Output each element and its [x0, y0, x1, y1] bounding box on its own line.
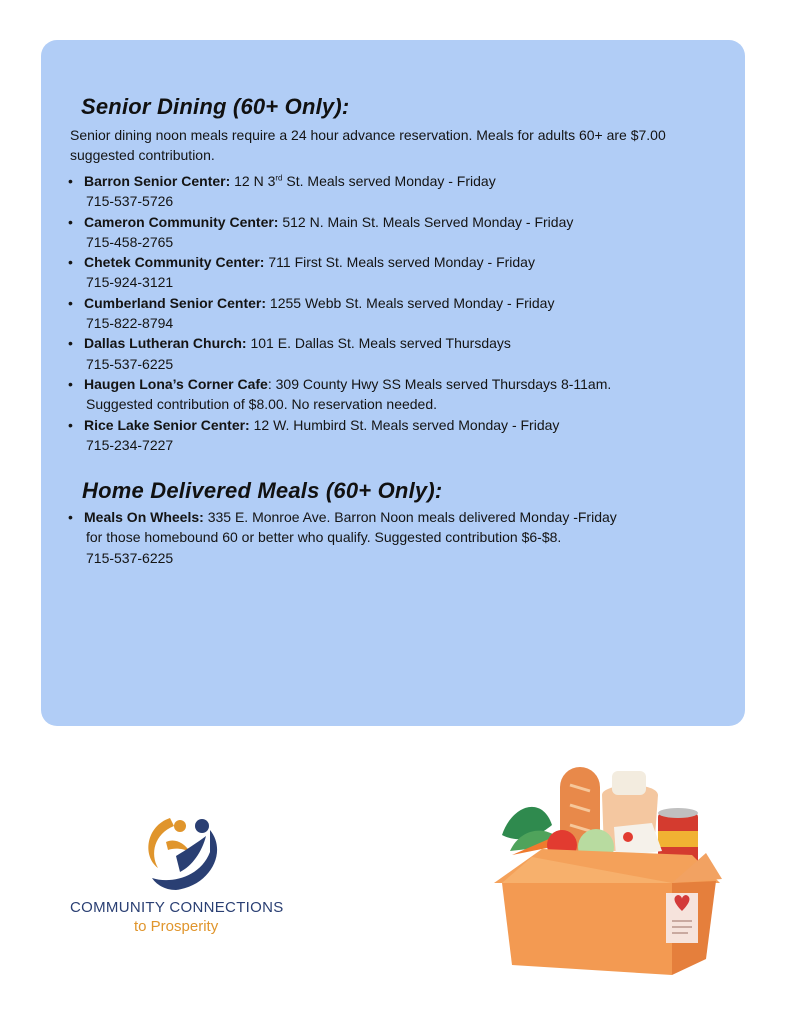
home-delivered-list	[68, 507, 708, 568]
location-detail: 512 N. Main St. Meals Served Monday - Friday	[278, 213, 574, 230]
location-phone: 715-234-7227	[86, 436, 174, 453]
bullet-icon: •	[68, 173, 73, 189]
list-item	[68, 212, 708, 253]
list-item	[68, 415, 708, 456]
location-detail: 12 N 3rd St. Meals served Monday - Friday	[230, 173, 496, 189]
service-name: Meals On Wheels:	[84, 509, 204, 525]
logo-text-line2: to Prosperity	[134, 918, 219, 935]
location-phone: 715-537-6225	[86, 355, 174, 372]
location-detail: : 309 County Hwy SS Meals served Thursdays 8-11am.	[267, 375, 612, 392]
location-detail: 101 E. Dallas St. Meals served Thursdays	[246, 335, 511, 352]
location-phone: 715-924-3121	[86, 274, 174, 291]
service-phone: 715-537-6225	[86, 549, 174, 566]
senior-dining-intro: Senior dining noon meals require a 24 hour advance reservation. Meals for adults 60+ are $7.00 suggested contribution.	[70, 127, 666, 163]
location-detail: 12 W. Humbird St. Meals served Monday - Friday	[249, 416, 560, 433]
location-name: Chetek Community Center:	[84, 254, 265, 271]
location-phone: 715-458-2765	[86, 233, 174, 250]
location-name: Cameron Community Center:	[84, 213, 279, 230]
info-panel	[41, 40, 745, 726]
list-item	[68, 374, 708, 415]
logo-text-line1: COMMUNITY CONNECTIONS	[70, 899, 284, 916]
service-detail: 335 E. Monroe Ave. Barron Noon meals delivered Monday -Friday	[203, 509, 617, 525]
location-phone: 715-822-8794	[86, 315, 174, 332]
location-name: Haugen Lona’s Corner Cafe	[84, 375, 268, 392]
list-item	[68, 252, 708, 293]
list-item	[68, 333, 708, 374]
bullet-icon: •	[68, 254, 73, 271]
location-name: Cumberland Senior Center:	[84, 294, 267, 311]
service-note: for those homebound 60 or better who qualify. Suggested contribution $6-$8.	[86, 529, 562, 546]
location-name: Dallas Lutheran Church:	[84, 335, 247, 352]
bullet-icon: •	[68, 213, 73, 230]
bullet-icon: •	[68, 416, 73, 433]
bullet-icon: •	[68, 335, 73, 352]
list-item	[68, 171, 708, 212]
location-phone: 715-537-5726	[86, 193, 174, 210]
list-item	[68, 507, 708, 568]
bullet-icon: •	[68, 294, 73, 311]
bullet-icon: •	[68, 509, 73, 525]
location-detail: 711 First St. Meals served Monday - Friday	[264, 254, 535, 271]
senior-dining-heading: Senior Dining (60+ Only):	[81, 94, 350, 119]
community-connections-logo	[68, 810, 298, 940]
location-name: Rice Lake Senior Center:	[84, 416, 250, 433]
senior-dining-list	[68, 171, 708, 455]
location-note: Suggested contribution of $8.00. No reservation needed.	[86, 396, 438, 413]
location-name: Barron Senior Center:	[84, 173, 231, 189]
list-item	[68, 293, 708, 334]
bullet-icon: •	[68, 375, 73, 392]
logo-figures-icon	[140, 812, 224, 896]
location-detail: 1255 Webb St. Meals served Monday - Friday	[266, 294, 555, 311]
home-delivered-heading: Home Delivered Meals (60+ Only):	[82, 478, 443, 503]
grocery-box-icon	[492, 765, 724, 982]
